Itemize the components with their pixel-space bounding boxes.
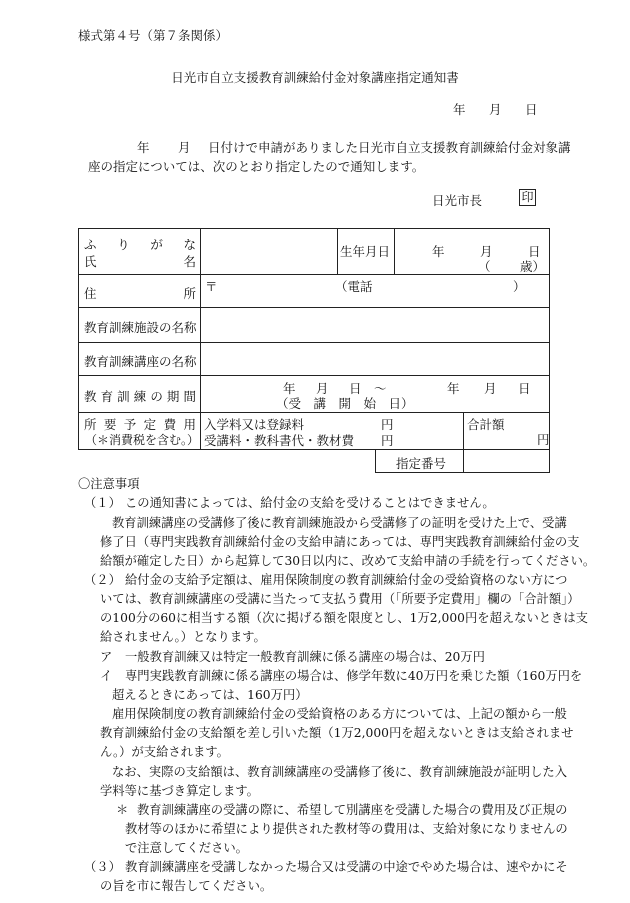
seal-mark: 印 xyxy=(519,189,536,206)
note-2-line-2: いては、教育訓練講座の受講に当たって支払う費用（「所要予定費用」欄の「合計額」） xyxy=(100,592,580,606)
birth-day-label: 日 xyxy=(528,244,541,259)
note-2-b-label: イ xyxy=(100,669,113,683)
age-open: （ xyxy=(478,259,491,274)
note-2-c-line-1: 雇用保険制度の教育訓練給付金の受給資格のある方については、上記の額から一般 xyxy=(112,707,567,721)
total-amount-label: 合計額 xyxy=(467,417,505,432)
birth-month-label: 月 xyxy=(480,244,493,259)
note-3-line-2: の旨を市に報告してください。 xyxy=(100,879,273,893)
notes-heading: 〇注意事項 xyxy=(78,477,140,491)
table-row-divider xyxy=(78,375,550,376)
period-end-month: 月 xyxy=(484,381,497,396)
tuition-fee-unit: 円 xyxy=(381,433,394,448)
table-col-divider xyxy=(463,449,464,473)
phone-label: （電話 xyxy=(335,279,373,294)
date-day-label: 日 xyxy=(525,102,538,117)
course-name-label: 教育訓練講座の名称 xyxy=(84,354,197,369)
training-period-label: 教 育 訓 練 の 期 間 xyxy=(84,389,196,404)
note-2-label: （２） xyxy=(84,573,121,587)
table-label-divider xyxy=(200,228,201,450)
tuition-fee-label: 受講料・教科書代・教材費 xyxy=(204,433,355,448)
table-col-divider xyxy=(337,228,338,274)
asterisk-mark: ＊ xyxy=(116,803,129,817)
period-start-month: 月 xyxy=(316,381,329,396)
body-line-1: 日付けで申請がありました日光市自立支援教育訓練給付金対象講 xyxy=(208,140,571,155)
admission-fee-label: 入学料又は登録料 xyxy=(204,417,305,432)
note-2-c-line-3: ん。）が支給されます。 xyxy=(100,745,229,759)
table-row-divider xyxy=(78,342,550,343)
issuer-name: 日光市長 xyxy=(432,193,483,208)
document-title: 日光市自立支援教育訓練給付金対象講座指定通知書 xyxy=(171,70,459,85)
birth-date-label: 生年月日 xyxy=(340,244,391,259)
birth-year-label: 年 xyxy=(432,244,445,259)
note-2-b-line-2: 超えるときにあっては、160万円） xyxy=(112,688,308,702)
note-2-e-line-1: 教育訓練講座の受講の際に、希望して別講座を受講した場合の費用及び正規の xyxy=(137,803,568,817)
note-3-label: （３） xyxy=(84,860,121,874)
period-start-year: 年 xyxy=(283,381,296,396)
period-start-day: 日 ～ xyxy=(349,381,387,396)
note-1-line-4: 給額が確定した日）から起算して30日以内に、改めて支給申請の手続を行ってください。 xyxy=(100,554,596,568)
form-number: 様式第４号（第７条関係） xyxy=(78,28,229,43)
body-month-label: 月 xyxy=(178,140,191,155)
note-1-line-2: 教育訓練講座の受講修了後に教育訓練施設から受講修了の証明を受けた上で、受講 xyxy=(112,516,567,530)
tax-included-note: （＊消費税を含む。） xyxy=(85,433,200,447)
designation-number-label: 指定番号 xyxy=(396,456,447,471)
note-2-e-line-2: 教材等のほかに希望により提供された教材等の費用は、支給対象になりませんの xyxy=(125,822,568,836)
note-2-a-label: ア xyxy=(100,650,113,664)
table-row-divider xyxy=(78,307,550,308)
facility-name-label: 教育訓練施設の名称 xyxy=(84,320,197,335)
address-label: 住 所 xyxy=(84,286,196,301)
period-start-note: （受 講 開 始 日） xyxy=(276,396,414,411)
period-end-year: 年 xyxy=(447,381,460,396)
note-2-d-line-2: 学料等に基づき算定します。 xyxy=(100,784,259,798)
admission-fee-unit: 円 xyxy=(381,417,394,432)
table-col-divider xyxy=(463,412,464,450)
note-3-line-1: 教育訓練講座を受講しなかった場合又は受講の中途でやめた場合は、速やかにそ xyxy=(125,860,568,874)
age-unit: 歳） xyxy=(520,259,546,274)
total-amount-unit: 円 xyxy=(537,432,550,447)
note-1-line-3: 修了日（専門実践教育訓練給付金の支給申請にあっては、専門実践教育訓練給付金の支 xyxy=(100,535,580,549)
note-2-b-line-1: 専門実践教育訓練に係る講座の場合は、修学年数に40万円を乗じた額（160万円を xyxy=(125,669,583,683)
note-1-label: （１） xyxy=(84,496,121,510)
note-2-c-line-2: 教育訓練給付金の支給額を差し引いた額（1万2,000円を超えないときは支給されませ xyxy=(100,726,574,740)
note-2-a: 一般教育訓練又は特定一般教育訓練に係る講座の場合は、20万円 xyxy=(125,650,485,664)
note-2-d-line-1: なお、実際の支給額は、教育訓練講座の受講修了後に、教育訓練施設が証明した入 xyxy=(112,765,567,779)
table-row-divider xyxy=(78,412,550,413)
body-year-label: 年 xyxy=(137,140,150,155)
furigana-label: ふ り が な xyxy=(84,237,196,252)
phone-close: ） xyxy=(513,279,526,294)
note-2-e-line-3: で注意してください。 xyxy=(125,841,248,855)
note-2-line-3: の100分の60に相当する額（次に掲げる額を限度とし、1万2,000円を超えないときは支 xyxy=(100,611,588,625)
estimated-cost-label: 所 要 予 定 費 用 xyxy=(84,417,196,432)
postal-mark: 〒 xyxy=(205,279,218,294)
note-2-line-1: 給付金の支給予定額は、雇用保険制度の教育訓練給付金の受給資格のない方につ xyxy=(125,573,568,587)
date-year-label: 年 xyxy=(453,102,466,117)
body-line-2: 座の指定については、次のとおり指定したので通知します。 xyxy=(88,159,425,174)
name-label: 氏 名 xyxy=(84,254,196,269)
period-end-day: 日 xyxy=(518,381,531,396)
date-month-label: 月 xyxy=(489,102,502,117)
note-1-line-1: この通知書によっては、給付金の支給を受けることはできません。 xyxy=(125,496,495,510)
table-col-divider xyxy=(394,228,395,274)
note-2-line-4: 給されません。）となります。 xyxy=(100,630,266,644)
